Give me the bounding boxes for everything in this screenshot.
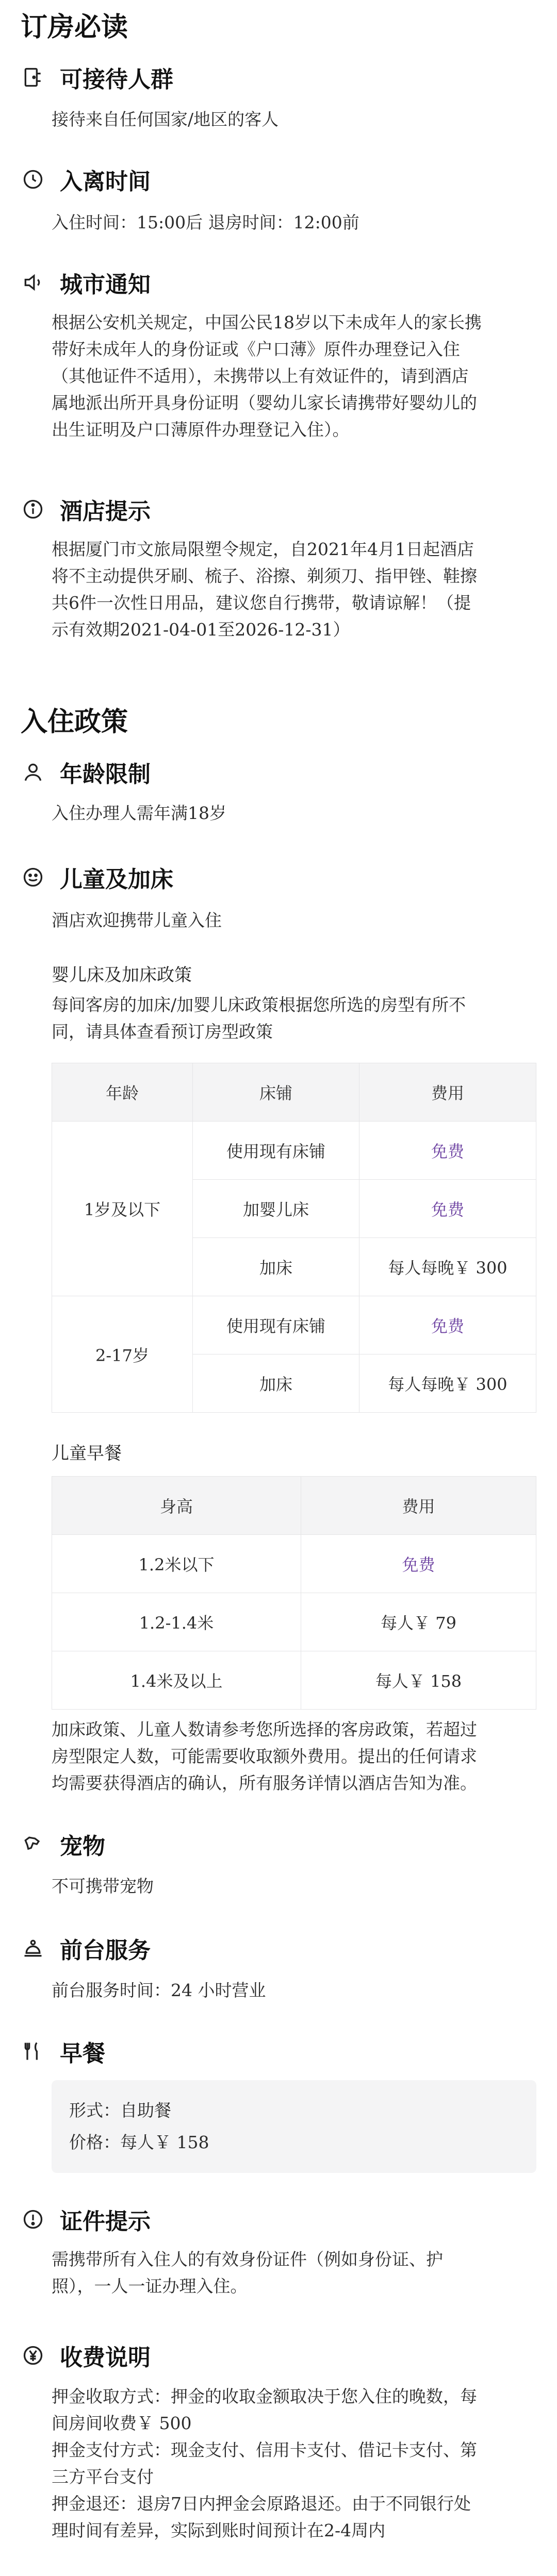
paw-icon [21, 1832, 45, 1856]
table-header: 费用 [301, 1477, 536, 1535]
fee-cell: 免费 [359, 1180, 536, 1238]
bed-cell: 使用现有床铺 [193, 1296, 359, 1354]
pets-text: 不可携带宠物 [52, 1876, 154, 1896]
fee-cell: 每人￥ 158 [301, 1651, 536, 1710]
table-row [52, 1122, 536, 1180]
section-title: 儿童及加床 [60, 866, 173, 893]
breakfast-price: 价格：每人￥ 158 [69, 2132, 209, 2152]
section-id [21, 2204, 151, 2235]
section-title: 宠物 [60, 1833, 105, 1860]
fee-cell: 每人每晚￥ 300 [359, 1238, 536, 1296]
section-breakfast [21, 2036, 105, 2067]
child-breakfast-title: 儿童早餐 [52, 1443, 122, 1464]
yuan-icon [21, 2343, 45, 2368]
age-text: 入住办理人需年满18岁 [52, 803, 226, 823]
bed-cell: 使用现有床铺 [193, 1122, 359, 1180]
section-title: 酒店提示 [60, 498, 151, 525]
fee-cell: 每人每晚￥ 300 [359, 1354, 536, 1413]
section-fees [21, 2340, 151, 2371]
children-intro: 酒店欢迎携带儿童入住 [52, 910, 222, 930]
table-header: 年龄 [52, 1063, 193, 1122]
person-icon [21, 760, 45, 784]
fee-cell: 每人￥ 79 [301, 1593, 536, 1651]
section-title: 证件提示 [60, 2209, 151, 2235]
bed-cell: 加床 [193, 1238, 359, 1296]
section-title: 收费说明 [60, 2345, 151, 2371]
section-guests [21, 62, 173, 93]
height-cell: 1.2-1.4米 [52, 1593, 301, 1651]
section-front [21, 1933, 151, 1964]
age-cell: 2-17岁 [52, 1296, 193, 1413]
bed-policy-desc: 每间客房的加床/加婴儿床政策根据您所选的房型有所不 同，请具体查看预订房型政策 [52, 995, 466, 1042]
door-icon [21, 65, 45, 90]
section-title: 入离时间 [60, 169, 151, 195]
fee-cell: 免费 [359, 1122, 536, 1180]
bed-policy-title: 婴儿床及加床政策 [52, 965, 192, 985]
clock-icon [21, 167, 45, 192]
breakfast-form: 形式：自助餐 [69, 2100, 171, 2120]
fee-cell: 免费 [301, 1535, 536, 1593]
table-row [52, 1535, 536, 1593]
table-row [52, 1296, 536, 1354]
table-row [52, 1593, 536, 1651]
table-header: 身高 [52, 1477, 301, 1535]
section-title: 早餐 [60, 2040, 105, 2067]
policy-title: 入住政策 [21, 706, 128, 738]
concierge-icon [21, 1936, 45, 1961]
child-breakfast-table [52, 1476, 536, 1710]
checkin-text: 入住时间：15:00后 退房时间：12:00前 [52, 212, 359, 232]
hotel-text: 根据厦门市文旅局限塑令规定，自2021年4月1日起酒店 将不主动提供牙刷、梳子、浴擦、剃须刀、指甲锉、鞋擦 共6件一次性日用品，建议您自行携带，敬请谅解！（提 示有效期2021-04-01至2026-12-31） [52, 539, 477, 640]
page-title: 订房必读 [21, 11, 128, 43]
section-title: 年龄限制 [60, 761, 151, 788]
bed-policy-table [52, 1063, 536, 1413]
fee-cell: 免费 [359, 1296, 536, 1354]
speaker-icon [21, 270, 45, 295]
smile-icon [21, 865, 45, 890]
section-city [21, 267, 151, 298]
section-title: 城市通知 [60, 272, 151, 298]
table-header: 床铺 [193, 1063, 359, 1122]
age-cell: 1岁及以下 [52, 1122, 193, 1296]
cutlery-icon [21, 2039, 45, 2064]
info-icon [21, 497, 45, 522]
guests-text: 接待来自任何国家/地区的客人 [52, 109, 279, 129]
id-text: 需携带所有入住人的有效身份证件（例如身份证、护 照），一人一证办理入住。 [52, 2249, 443, 2296]
children-note: 加床政策、儿童人数请参考您所选择的客房政策，若超过 房型限定人数，可能需要收取额外费用。提出的任何请求 均需要获得酒店的确认，所有服务详情以酒店告知为准。 [52, 1719, 477, 1793]
table-row [52, 1651, 536, 1710]
section-hotel [21, 494, 151, 525]
section-children [21, 862, 173, 893]
section-age [21, 757, 151, 788]
bed-cell: 加床 [193, 1354, 359, 1413]
section-checkin [21, 164, 151, 195]
section-pets [21, 1829, 105, 1860]
breakfast-box [52, 2080, 536, 2173]
table-header: 费用 [359, 1063, 536, 1122]
section-title: 前台服务 [60, 1937, 151, 1964]
city-text: 根据公安机关规定，中国公民18岁以下未成年人的家长携 带好未成年人的身份证或《户口薄》原件办理登记入住 （其他证件不适用），未携带以上有效证件的，请到酒店 属地派出所开具身份证明（婴幼儿家长请携带好婴幼儿的 出生证明及户口薄原件办理登记入住）。 [52, 312, 482, 440]
fees-text: 押金收取方式：押金的收取金额取决于您入住的晚数，每 间房间收费￥ 500 押金支付方式：现金支付、信用卡支付、借记卡支付、第 三方平台支付 押金退还：退房7日内押金会原路退还。由于不同银行处 理时间有差异，实际到账时间预计在2-4周内 [52, 2386, 477, 2540]
height-cell: 1.2米以下 [52, 1535, 301, 1593]
height-cell: 1.4米及以上 [52, 1651, 301, 1710]
front-text: 前台服务时间：24 小时营业 [52, 1980, 266, 2000]
alert-icon [21, 2207, 45, 2232]
bed-cell: 加婴儿床 [193, 1180, 359, 1238]
section-title: 可接待人群 [60, 66, 173, 93]
